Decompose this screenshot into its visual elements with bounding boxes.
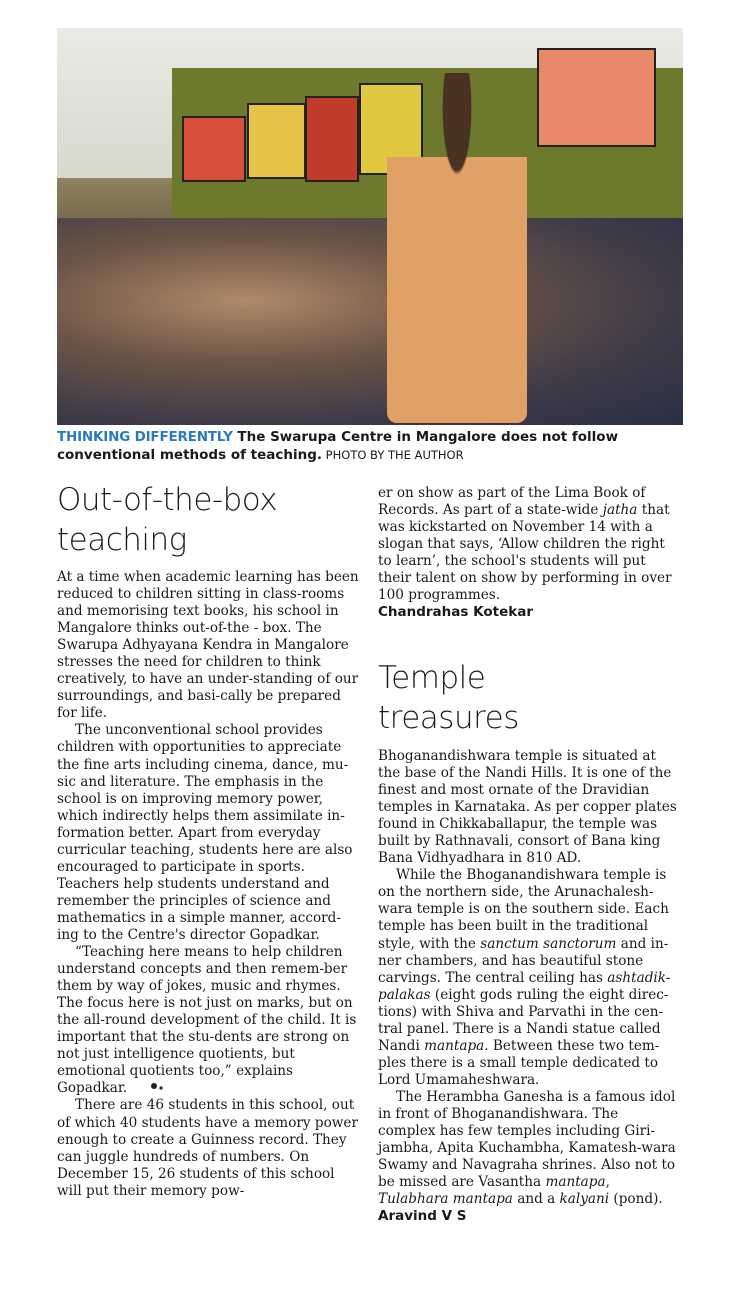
photo-artwork: [182, 116, 246, 182]
article2-text: (pond).: [609, 1191, 663, 1208]
article2-paragraph: [378, 1089, 678, 1208]
article2-text: and a: [512, 1191, 560, 1208]
article1-text: er on show as part of the Lima Book of Records. As part of a state-wide: [378, 485, 646, 519]
article1-paragraph: [378, 485, 678, 604]
article1-byline: Chandrahas Kotekar: [378, 604, 533, 621]
article2-headline-line1: Temple: [378, 660, 486, 696]
article1-paragraph-text: “Teaching here means to help children understand concepts and then remem-ber them by way of jokes, music and rhymes. The focus here is not just on marks, but on the all-round development of the child. It is important that the stu-dents are strong on not just intelligence quotients, but emotional quotients too,” explains Gopadkar.: [57, 944, 357, 1097]
article2-italic-term: mantapa: [424, 1037, 485, 1054]
article2-text: and in-ner chambers, and has beautiful stone carvings. The central ceiling has: [378, 935, 669, 986]
photo-artwork: [537, 48, 656, 147]
article2-italic-term: Tulabhara mantapa: [378, 1191, 513, 1208]
article1-paragraph: There are 46 students in this school, out of which 40 students have a memory power enough to create a Guinness record. They can juggle hundreds of numbers. On December 15, 26 students of this school will put their memory pow-: [57, 1097, 358, 1199]
photo-teacher: [387, 73, 527, 423]
article2-italic-term: mantapa: [545, 1174, 606, 1191]
article2-text: . Between these two tem-ples there is a small temple dedicated to Lord Umamaheshwara.: [378, 1037, 660, 1088]
photo-artwork: [305, 96, 359, 182]
photo-students: [57, 218, 683, 425]
article-photo: [57, 28, 683, 425]
caption-kicker: THINKING DIFFERENTLY: [57, 429, 233, 445]
article2-text: The Herambha Ganesha is a famous idol in front of Bhoganandishwara. The complex has few temples including Giri-jambha, Apita Kuchambha, Kamatesh-wara Swamy and Navagraha shrines. Also not to be missed are Vasantha: [378, 1088, 676, 1191]
photo-credit: PHOTO BY THE AUTHOR: [322, 448, 464, 462]
article1-column2: [378, 485, 678, 621]
article2-text: ,: [605, 1174, 610, 1191]
article2-italic-term: kalyani: [559, 1191, 610, 1208]
article2-paragraph: Bhoganandishwara temple is situated at the base of the Nandi Hills. It is one of the finest and most ornate of the Dravidian temples in Karnataka. As per copper plates found in Chikkaballapur, the temple was built by Rathnavali, consort of Bana king Bana Vidhyadhara in 810 AD.: [378, 748, 677, 867]
article2-italic-term: ashtadik-palakas: [378, 969, 671, 1003]
article2-text: (eight gods ruling the eight direc-tions) with Shiva and Parvathi in the cen-tral panel. There is a Nandi statue called Nandi: [378, 986, 669, 1054]
article2-italic-term: sanctum sanctorum: [480, 935, 617, 952]
article2-headline-line2: treasures: [378, 700, 519, 736]
article2-headline: [378, 658, 678, 738]
article1-headline-line2: teaching: [57, 522, 187, 558]
article1-column1: [57, 569, 359, 1200]
photo-caption: [57, 428, 683, 464]
article2-byline: Aravind V S: [378, 1208, 467, 1225]
article1-headline-line1: Out-of-the-box: [57, 482, 278, 518]
article2-text: While the Bhoganandishwara temple is on the northern side, the Arunachalesh-wara temple is on the southern side. Each temple has been built in the traditional style, with the: [378, 867, 669, 952]
article1-italic-term: jatha: [602, 502, 638, 519]
article1-paragraph: At a time when academic learning has been reduced to children sitting in class-rooms and memorising text books, his school in Mangalore thinks out-of-the - box. The Swarupa Adhyayana Kendra in Mangalore stresses the need for children to think creatively, to have an under-standing of our surroundings, and basi-cally be prepared for life.: [57, 569, 359, 722]
article1-paragraph: [57, 944, 359, 1097]
article2-paragraph: [378, 867, 678, 1089]
ornament-icon: [132, 1080, 146, 1090]
article1-headline: [57, 480, 357, 560]
caption-text: The Swarupa Centre in Mangalore does not follow conventional methods of teaching.: [57, 429, 619, 463]
article1-text: that was kickstarted on November 14 with a slogan that says, ‘Allow children the right to learn’, the school's students will put their talent on show by performing in over 100 programmes.: [378, 502, 672, 604]
photo-artwork: [247, 103, 306, 179]
article2-column: [378, 748, 678, 1225]
article1-paragraph: The unconventional school provides children with opportunities to appreciate the fine arts including cinema, dance, mu-sic and literature. The emphasis in the school is on improving memory power, which indirectly helps them assimilate in-formation better. Apart from everyday curricular teaching, students here are also encouraged to participate in sports. Teachers help students understand and remember the principles of science and mathematics in a simple manner, accord-ing to the Centre's director Gopadkar.: [57, 722, 353, 943]
